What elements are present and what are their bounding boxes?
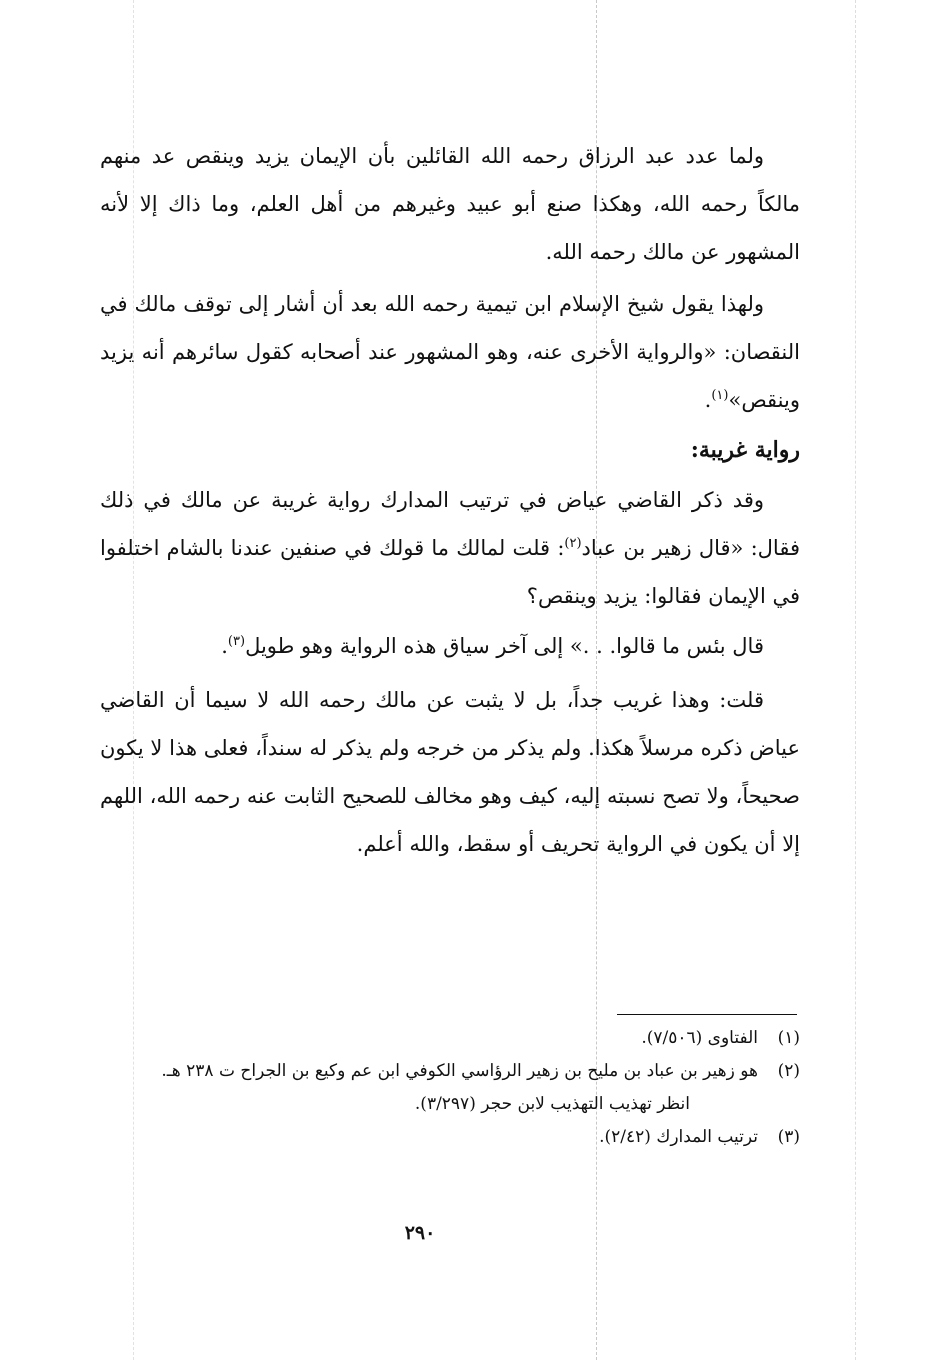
footnote-2-text: هو زهير بن عباد بن مليح بن زهير الرؤاسي الكوفي ابن عم وكيع بن الجراح ت ٢٣٨ هـ.	[161, 1061, 758, 1081]
footnote-2-number: (٢)	[777, 1061, 800, 1081]
footnote-ref-2: (٢)	[564, 536, 582, 551]
paragraph-5-text: قلت: وهذا غريب جداً، بل لا يثبت عن مالك رحمه الله لا سيما أن القاضي عياض ذكره مرسلاً هكذا. ولم يذكر من خرجه ولم يذكر له سنداً، فعلى هذا لا يكون صحيحاً، ولا تصح نسبته إليه، كيف وهو مخالف للصحيح الثابت عنه رحمه الله، اللهم إلا أن يكون في الرواية تحريف أو سقط، والله أعلم.	[100, 688, 800, 856]
scan-fold-line	[855, 0, 856, 1360]
footnote-ref-1: (١)	[711, 388, 729, 403]
footnote-separator	[617, 1014, 797, 1015]
paragraph-2-text	[100, 280, 800, 424]
footnotes	[100, 1022, 800, 1154]
footnote-3	[100, 1121, 800, 1154]
footnote-1	[100, 1022, 800, 1055]
footnote-ref-3: (٣)	[227, 634, 246, 649]
paragraph-5	[100, 676, 800, 868]
paragraph-4-end: .	[221, 634, 228, 658]
paragraph-3-part-a: وقد ذكر القاضي عياض في ترتيب المدارك رواية غريبة عن مالك في ذلك فقال: «قال زهير بن عباد	[100, 488, 800, 560]
footnote-2	[100, 1055, 800, 1088]
page-number: ٢٩٠	[404, 1222, 436, 1244]
footnote-3-number: (٣)	[777, 1127, 800, 1147]
paragraph-3	[100, 476, 800, 620]
paragraph-3-part-b: : قلت لمالك ما قولك في صنفين عندنا بالشام اختلفوا في الإيمان فقالوا: يزيد وينقص؟	[100, 536, 800, 608]
paragraph-2	[100, 280, 800, 424]
paragraph-4	[100, 622, 800, 670]
footnote-1-text: الفتاوى (٧/٥٠٦).	[641, 1028, 758, 1048]
paragraph-2-body: ولهذا يقول شيخ الإسلام ابن تيمية رحمه الله بعد أن أشار إلى توقف مالك في النقصان: «والرواية الأخرى عنه، وهو المشهور عند أصحابه كقول سائرهم أنه يزيد وينقص»	[100, 292, 800, 412]
footnote-2-reference: انظر تهذيب التهذيب لابن حجر (٣/٢٩٧).	[414, 1094, 690, 1114]
section-heading: رواية غريبة:	[690, 437, 800, 463]
paragraph-4-body: قال بئس ما قالوا. . .» إلى آخر سياق هذه الرواية وهو طويل	[245, 634, 764, 658]
paragraph-4-text	[100, 622, 800, 670]
paragraph-1-text: ولما عدد عبد الرزاق رحمه الله القائلين بأن الإيمان يزيد وينقص عد منهم مالكاً رحمه الله، وهكذا صنع أبو عبيد وغيرهم من أهل العلم، وما ذاك إلا لأنه المشهور عن مالك رحمه الله.	[100, 144, 800, 264]
paragraph-2-end: .	[704, 388, 712, 412]
paragraph-1	[100, 132, 800, 276]
footnote-3-text: ترتيب المدارك (٢/٤٢).	[599, 1127, 758, 1147]
paragraph-3-text	[100, 476, 800, 620]
footnote-1-number: (١)	[777, 1028, 800, 1048]
